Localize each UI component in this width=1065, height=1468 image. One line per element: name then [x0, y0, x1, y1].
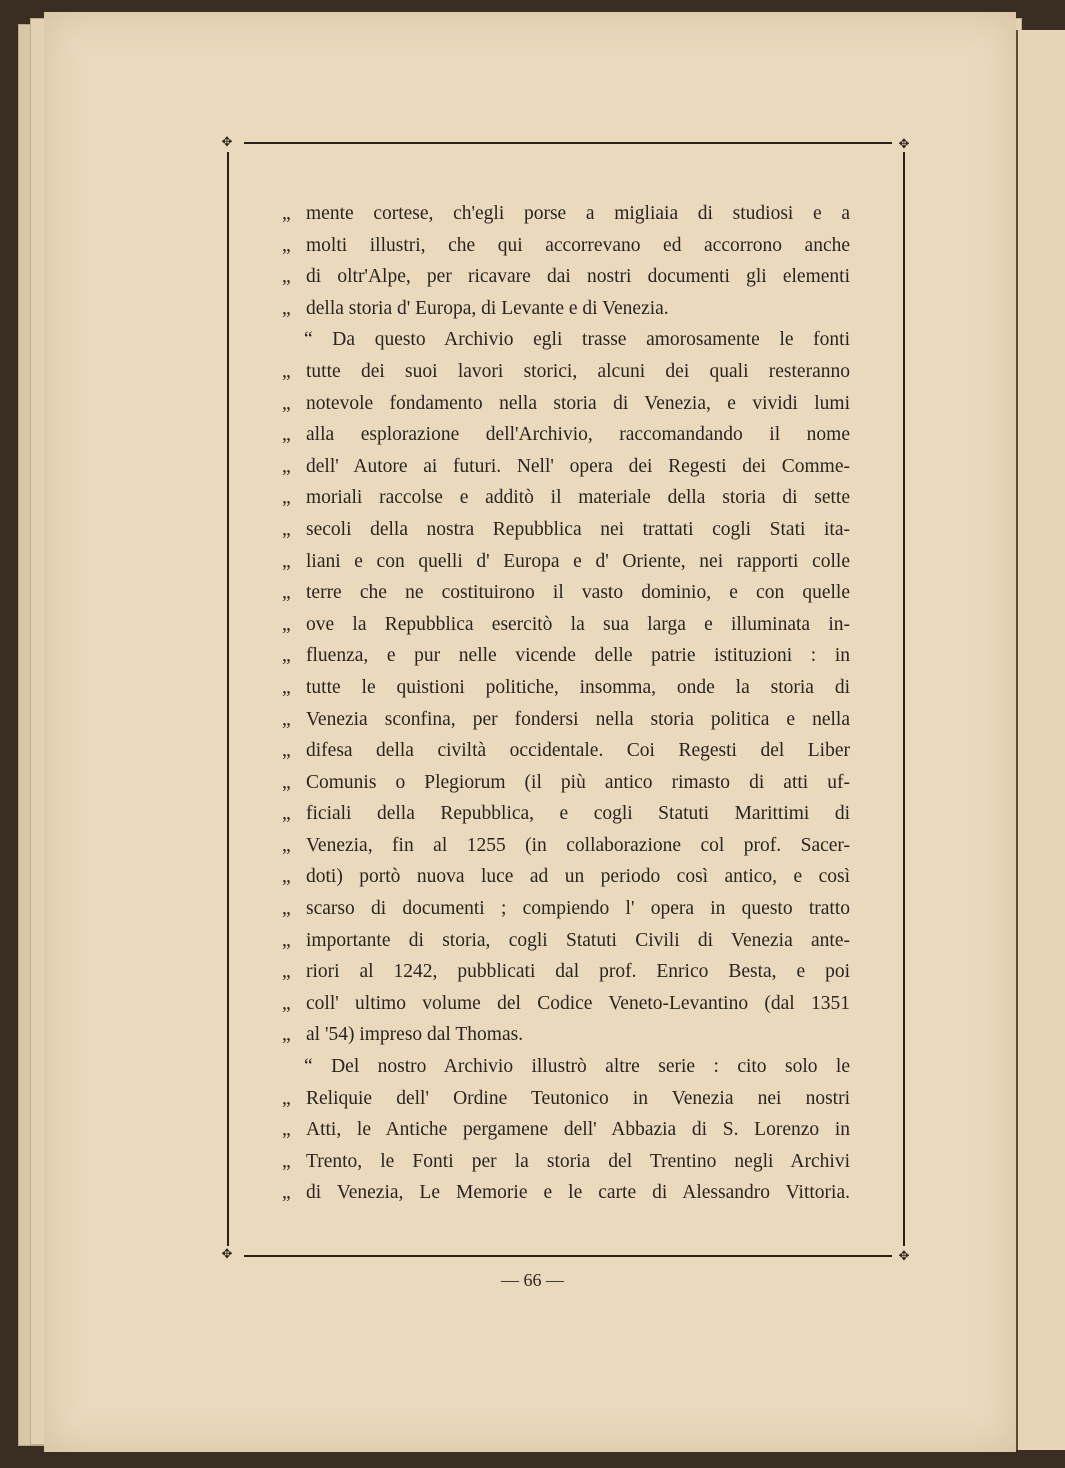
page-number: — 66 —: [501, 1270, 564, 1290]
line-text: di Venezia, Le Memorie e le carte di Alessandro Vittoria.: [306, 1182, 850, 1204]
quote-mark: „: [282, 898, 291, 920]
text-line: [282, 735, 850, 767]
text-line: [282, 514, 850, 546]
line-text: al '54) impreso dal Thomas.: [306, 1024, 524, 1046]
line-text: moriali raccolse e additò il materiale della storia di sette: [306, 487, 850, 509]
text-line: [282, 1051, 850, 1083]
line-text: “ Da questo Archivio egli trasse amorosamente le fonti: [304, 329, 850, 351]
text-line: [282, 1177, 850, 1209]
line-text: doti) portò nuova luce ad un periodo così antico, e così: [306, 866, 850, 888]
quote-mark: „: [282, 1087, 291, 1109]
text-line: [282, 482, 850, 514]
text-line: [282, 988, 850, 1020]
text-line: [282, 577, 850, 609]
quote-mark: „: [282, 266, 291, 288]
quote-mark: „: [282, 297, 291, 319]
text-line: [282, 830, 850, 862]
quote-mark: „: [282, 708, 291, 730]
quote-mark: „: [282, 518, 291, 540]
frame-bottom-rule: [244, 1255, 892, 1257]
facing-page-edge: [1016, 30, 1065, 1450]
text-line: [282, 893, 850, 925]
quote-mark: „: [282, 613, 291, 635]
quote-mark: „: [282, 550, 291, 572]
text-line: [282, 388, 850, 420]
quote-mark: „: [282, 360, 291, 382]
line-text: ficiali della Repubblica, e cogli Statuti Marittimi di: [306, 803, 850, 825]
ornament-bottom-right-icon: ✥: [898, 1249, 910, 1264]
line-text: Venezia sconfina, per fondersi nella storia politica e nella: [306, 708, 850, 730]
text-line: [282, 767, 850, 799]
line-text: ove la Repubblica esercitò la sua larga e illuminata in-: [306, 613, 850, 635]
line-text: Venezia, fin al 1255 (in collaborazione col prof. Sacer-: [306, 834, 850, 856]
quote-mark: „: [282, 866, 291, 888]
frame-top-rule: [244, 142, 892, 144]
text-line: [282, 356, 850, 388]
text-line: [282, 925, 850, 957]
text-line: [282, 546, 850, 578]
text-line: [282, 293, 850, 325]
quote-mark: „: [282, 455, 291, 477]
line-text: tutte le quistioni politiche, insomma, onde la storia di: [306, 676, 850, 698]
text-line: [282, 1083, 850, 1115]
line-text: scarso di documenti ; compiendo l' opera in questo tratto: [306, 898, 850, 920]
line-text: alla esplorazione dell'Archivio, raccomandando il nome: [306, 424, 850, 446]
line-text: fluenza, e pur nelle vicende delle patrie istituzioni : in: [306, 645, 850, 667]
text-line: [282, 1146, 850, 1178]
quote-mark: „: [282, 203, 291, 224]
text-line: [282, 198, 850, 230]
line-text: Reliquie dell' Ordine Teutonico in Venezia nei nostri: [306, 1087, 850, 1109]
quote-mark: „: [282, 771, 291, 793]
line-text: Comunis o Plegiorum (il più antico rimasto di atti uf-: [306, 771, 850, 793]
ornament-top-right-icon: ✥: [898, 137, 910, 152]
line-text: “ Del nostro Archivio illustrò altre serie : cito solo le: [304, 1056, 850, 1078]
line-text: secoli della nostra Repubblica nei trattati cogli Stati ita-: [306, 518, 850, 540]
text-line: [282, 324, 850, 356]
text-line: [282, 672, 850, 704]
quote-mark: „: [282, 424, 291, 446]
line-text: dell' Autore ai futuri. Nell' opera dei Regesti dei Comme-: [306, 455, 850, 477]
line-text: difesa della civiltà occidentale. Coi Regesti del Liber: [306, 740, 850, 762]
line-text: riori al 1242, pubblicati dal prof. Enrico Besta, e poi: [306, 961, 850, 983]
line-text: tutte dei suoi lavori storici, alcuni dei quali resteranno: [306, 360, 850, 382]
quote-mark: „: [282, 645, 291, 667]
quote-mark: „: [282, 487, 291, 509]
line-text: liani e con quelli d' Europa e d' Oriente, nei rapporti colle: [306, 550, 850, 572]
text-line: [282, 1114, 850, 1146]
text-line: [282, 1019, 850, 1051]
text-line: [282, 261, 850, 293]
quote-mark: „: [282, 1150, 291, 1172]
line-text: di oltr'Alpe, per ricavare dai nostri documenti gli elementi: [306, 266, 850, 288]
frame-left-rule: [227, 152, 229, 1246]
quote-mark: „: [282, 392, 291, 414]
text-line: [282, 419, 850, 451]
quote-mark: „: [282, 582, 291, 604]
body-text-block: [282, 198, 850, 1209]
text-line: [282, 956, 850, 988]
line-text: notevole fondamento nella storia di Venezia, e vividi lumi: [306, 392, 850, 414]
frame-right-rule: [903, 152, 905, 1246]
text-line: [282, 704, 850, 736]
ornament-bottom-left-icon: ✥: [221, 1247, 233, 1262]
quote-mark: „: [282, 929, 291, 951]
quote-mark: „: [282, 1119, 291, 1141]
quote-mark: „: [282, 803, 291, 825]
text-line: [282, 640, 850, 672]
line-text: Atti, le Antiche pergamene dell' Abbazia di S. Lorenzo in: [306, 1119, 850, 1141]
text-line: [282, 230, 850, 262]
line-text: mente cortese, ch'egli porse a migliaia di studiosi e a: [306, 203, 850, 224]
line-text: terre che ne costituirono il vasto dominio, e con quelle: [306, 582, 850, 604]
line-text: Trento, le Fonti per la storia del Trentino negli Archivi: [306, 1150, 850, 1172]
line-text: importante di storia, cogli Statuti Civili di Venezia ante-: [306, 929, 850, 951]
quote-mark: „: [282, 676, 291, 698]
line-text: molti illustri, che qui accorrevano ed accorrono anche: [306, 234, 850, 256]
line-text: coll' ultimo volume del Codice Veneto-Levantino (dal 1351: [306, 992, 850, 1014]
text-line: [282, 451, 850, 483]
quote-mark: „: [282, 740, 291, 762]
quote-mark: „: [282, 834, 291, 856]
line-text: della storia d' Europa, di Levante e di Venezia.: [306, 297, 669, 319]
text-line: [282, 861, 850, 893]
quote-mark: „: [282, 992, 291, 1014]
text-line: [282, 798, 850, 830]
quote-mark: „: [282, 1024, 291, 1046]
quote-mark: „: [282, 234, 291, 256]
quote-mark: „: [282, 961, 291, 983]
quote-mark: „: [282, 1182, 291, 1204]
ornament-top-left-icon: ✥: [221, 135, 233, 150]
text-line: [282, 609, 850, 641]
